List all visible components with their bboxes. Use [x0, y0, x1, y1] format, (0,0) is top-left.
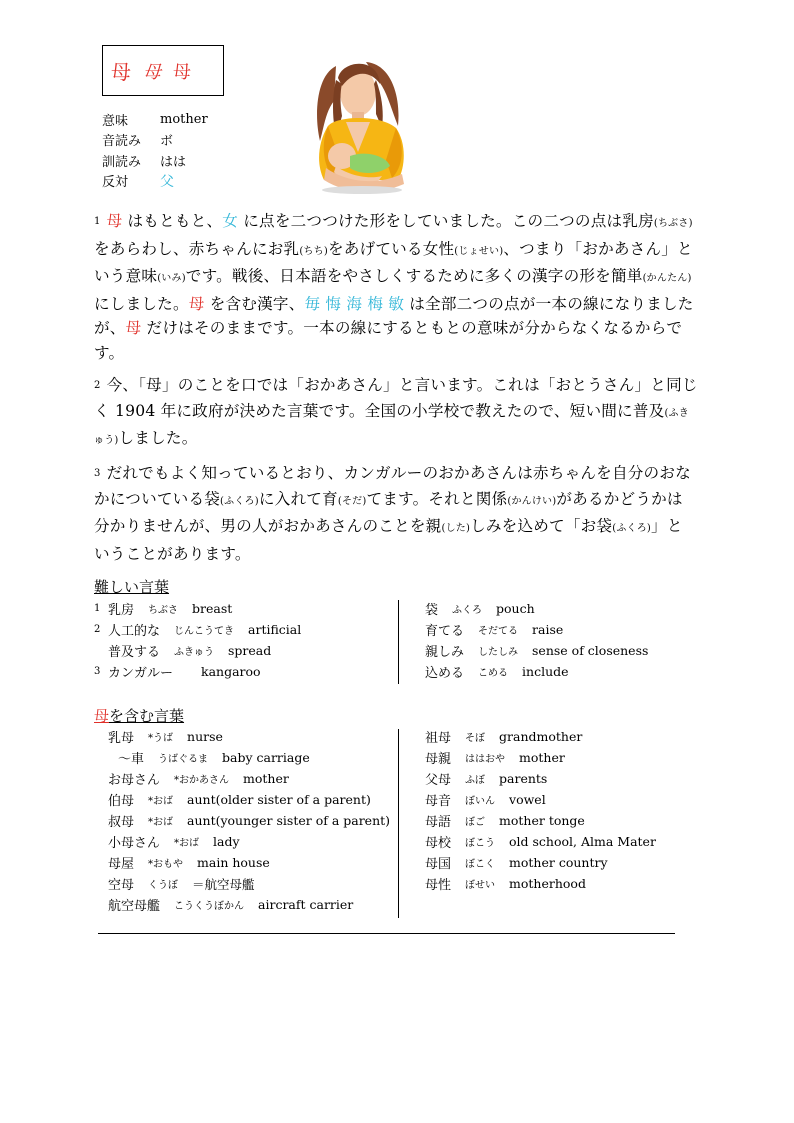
- vocab-row: [425, 598, 648, 619]
- vocab-reading: *うば: [148, 733, 174, 744]
- vocab-reading: ははおや: [465, 754, 506, 765]
- vocab-reading: ふくろ: [452, 605, 483, 616]
- furigana: (ふくろ): [612, 523, 652, 534]
- mother-and-baby-illustration: [306, 56, 418, 196]
- vocab-word: 乳母: [108, 731, 135, 746]
- paragraph-text: をあらわし、赤ちゃんにお乳: [94, 239, 300, 258]
- vocab-reading: じんこうてき: [174, 626, 235, 637]
- vocab-reading: ぼせい: [465, 880, 496, 891]
- vocab-reading: くうぼ: [148, 880, 179, 891]
- difficult-words-right: [425, 598, 648, 682]
- vocab-english: lady: [213, 834, 240, 849]
- vocab-word: 空母: [108, 878, 135, 893]
- vocab-row: [108, 789, 390, 810]
- vocab-english: parents: [499, 771, 548, 786]
- paragraph-text: に点を二つつけた形をしていました。この二つの点は乳房: [238, 212, 654, 230]
- info-value: 父: [160, 173, 174, 190]
- kanji-highlight: 毎 悔 海 梅 敏: [304, 294, 405, 313]
- paragraph-text: 」ということがあります。: [94, 517, 683, 563]
- vocab-word: ～車: [118, 752, 145, 767]
- title-rest: を含む言葉: [109, 707, 185, 725]
- vocab-english: raise: [532, 622, 564, 637]
- paragraph-text: しみを込めて「お袋: [470, 517, 613, 535]
- kanji-variant-1: 母: [111, 60, 131, 84]
- vocab-word: 伯母: [108, 794, 135, 809]
- vocab-row: [94, 640, 301, 661]
- paragraph-number: 3: [94, 468, 101, 479]
- vocab-english: grandmother: [499, 729, 583, 744]
- vocab-reading: ちぶさ: [148, 605, 179, 616]
- words-with-kanji-right: [425, 726, 656, 894]
- paragraph-text: しました。: [118, 429, 198, 447]
- info-value: はは: [160, 154, 187, 170]
- vocab-word: 親しみ: [425, 645, 465, 660]
- vocab-reading: ふきゅう: [174, 647, 215, 658]
- vocab-english: include: [522, 664, 569, 679]
- words-with-kanji-left: [108, 726, 390, 915]
- vocab-row: [425, 873, 656, 894]
- furigana: (ちち): [299, 245, 328, 257]
- info-kun-reading: [102, 150, 208, 171]
- vocab-word: 母親: [425, 752, 452, 767]
- vocab-english: aircraft carrier: [258, 897, 354, 912]
- vocab-row: [425, 810, 656, 831]
- vocab-number: 1: [94, 603, 101, 614]
- paragraph-text: です。戦後、日本語をやさしくするために多くの漢字の形を簡単: [185, 267, 643, 285]
- kanji-highlight: 母: [188, 294, 205, 313]
- vocab-english: baby carriage: [222, 750, 310, 765]
- vocab-row: [425, 726, 656, 747]
- column-divider: [398, 600, 399, 684]
- vocab-english: mother tonge: [499, 813, 585, 828]
- paragraph-text: をあげている女性: [327, 239, 455, 258]
- info-label: 音読み: [102, 134, 142, 150]
- vocab-reading: そだてる: [478, 626, 519, 637]
- vocab-row: [108, 810, 390, 831]
- vocab-english: ＝航空母艦: [192, 876, 255, 892]
- furigana: (いみ): [157, 273, 186, 284]
- vocab-row: [425, 619, 648, 640]
- vocab-word: 父母: [425, 773, 452, 788]
- vocab-word: お母さん: [108, 773, 161, 788]
- vocab-english: pouch: [496, 601, 535, 616]
- vocab-english: spread: [228, 643, 272, 658]
- furigana: (そだ): [337, 495, 367, 507]
- vocab-english: breast: [192, 601, 233, 616]
- paragraph-text: は全部二つの点が一本の線になりましたが、: [94, 294, 694, 337]
- vocab-number: 3: [94, 666, 101, 677]
- furigana: (ふきゅう): [94, 407, 689, 446]
- vocab-row: [94, 619, 301, 640]
- vocab-word: 人工的な: [108, 624, 161, 639]
- paragraph-text: だけはそのままです。一本の線にするともとの意味が分からなくなるからです。: [94, 319, 683, 362]
- paragraph-3: [94, 461, 698, 566]
- vocab-reading: ぼご: [465, 817, 486, 828]
- vocab-row: [108, 873, 390, 894]
- furigana: (かんたん): [642, 273, 692, 284]
- vocab-word: 育てる: [425, 624, 465, 639]
- furigana: (した): [441, 523, 471, 534]
- vocab-reading: *おば: [174, 838, 200, 849]
- vocab-reading: こうくうぼかん: [174, 901, 245, 912]
- furigana: (ふくろ): [220, 495, 259, 507]
- vocab-reading: ぼこう: [465, 838, 496, 849]
- vocab-reading: *おば: [148, 817, 174, 828]
- vocab-word: 祖母: [425, 731, 452, 746]
- paragraph-number: 1: [94, 216, 101, 227]
- vocab-english: main house: [197, 855, 270, 870]
- paragraph-text: だれでもよく知っているとおり、カンガルーのおかあさんは赤ちゃんを自分のおなかについている袋: [94, 464, 691, 508]
- vocab-english: mother: [243, 771, 289, 786]
- vocab-word: 母音: [425, 794, 452, 809]
- column-divider: [398, 729, 399, 918]
- kanji-highlight: 女: [222, 212, 239, 230]
- info-value: ボ: [160, 134, 174, 150]
- vocab-reading: *おば: [148, 796, 174, 807]
- info-label: 反対: [102, 175, 129, 191]
- vocab-row: [108, 852, 390, 873]
- vocab-word: カンガルー: [108, 666, 174, 681]
- bottom-rule: [98, 933, 675, 934]
- vocab-reading: ふぼ: [465, 775, 486, 786]
- vocab-reading: したしみ: [478, 647, 519, 658]
- vocab-row: [425, 661, 648, 682]
- vocab-row: [108, 747, 390, 768]
- vocab-row: [108, 768, 390, 789]
- kanji-highlight: 母: [106, 212, 123, 230]
- furigana: (じょせい): [454, 245, 504, 257]
- paragraph-number: 2: [94, 380, 101, 391]
- kanji-highlight: 母: [125, 319, 142, 337]
- vocab-english: sense of closeness: [532, 643, 649, 658]
- furigana: (ちぶさ): [653, 218, 693, 229]
- vocab-word: 込める: [425, 666, 465, 681]
- kanji-variant-2: 母: [143, 61, 161, 83]
- info-meaning: [102, 109, 208, 130]
- difficult-words-left: [94, 598, 301, 682]
- vocab-row: [425, 747, 656, 768]
- vocab-english: aunt(younger sister of a parent): [187, 813, 391, 828]
- difficult-words-title: 難しい言葉: [94, 578, 170, 596]
- vocab-english: vowel: [509, 792, 546, 807]
- vocab-english: kangaroo: [201, 664, 261, 679]
- info-label: 意味: [102, 113, 129, 129]
- vocab-row: [94, 661, 301, 682]
- vocab-word: 叔母: [108, 815, 135, 830]
- vocab-reading: そぼ: [465, 733, 486, 744]
- vocab-word: 母国: [425, 857, 452, 872]
- vocab-word: 航空母艦: [108, 899, 161, 914]
- vocab-reading: *おもや: [148, 859, 184, 870]
- vocab-reading: こめる: [478, 668, 509, 679]
- furigana: (かんけい): [507, 495, 557, 507]
- vocab-word: 袋: [425, 603, 439, 618]
- vocab-row: [108, 726, 390, 747]
- vocab-row: [425, 768, 656, 789]
- vocab-english: old school, Alma Mater: [509, 834, 656, 849]
- paragraph-text: 、つまり「おかあさん」という意味: [94, 239, 693, 285]
- vocab-row: [108, 894, 390, 915]
- paragraph-text: があるかどうかは分かりませんが、男の人がおかあさんのことを親: [94, 489, 683, 535]
- vocab-english: motherhood: [509, 876, 586, 891]
- vocab-row: [425, 789, 656, 810]
- vocab-row: [425, 640, 648, 661]
- vocab-row: [94, 598, 301, 619]
- info-opposite: [102, 171, 208, 192]
- paragraph-text: を含む漢字、: [204, 294, 305, 313]
- vocab-row: [425, 831, 656, 852]
- vocab-word: 母性: [425, 878, 452, 893]
- vocab-word: 母語: [425, 815, 452, 830]
- vocab-row: [425, 852, 656, 873]
- vocab-reading: *おかあさん: [174, 775, 230, 786]
- kanji-variant-box: [102, 45, 224, 96]
- vocab-number: 2: [94, 624, 101, 635]
- vocab-word: 母屋: [108, 857, 135, 872]
- paragraph-text: はもともと、: [122, 212, 223, 230]
- title-kanji: 母: [94, 707, 110, 725]
- vocab-word: 乳房: [108, 603, 135, 618]
- vocab-reading: ぼいん: [465, 796, 496, 807]
- info-on-reading: [102, 130, 208, 151]
- vocab-english: mother: [519, 750, 565, 765]
- vocab-row: [108, 831, 390, 852]
- vocab-reading: うばぐるま: [158, 754, 209, 765]
- vocab-english: aunt(older sister of a parent): [187, 792, 371, 807]
- info-value: mother: [160, 111, 208, 127]
- paragraph-1: [94, 209, 698, 365]
- paragraph-text: てます。それと関係: [366, 489, 508, 508]
- info-label: 訓読み: [102, 154, 142, 170]
- vocab-word: 小母さん: [108, 836, 161, 851]
- paragraph-2: [94, 373, 698, 454]
- paragraph-text: 今、「母」のことを口では「おかあさん」と言います。これは「おとうさん」と同じく 1904 年に政府が決めた言葉です。全国の小学校で教えたので、短い間に普及: [94, 376, 698, 420]
- vocab-word: 母校: [425, 836, 452, 851]
- vocab-word: 普及する: [108, 645, 161, 660]
- vocab-reading: ぼこく: [465, 859, 496, 870]
- vocab-english: nurse: [187, 729, 223, 744]
- paragraph-text: にしました。: [94, 294, 189, 313]
- kanji-info: [102, 109, 208, 191]
- vocab-english: artificial: [248, 622, 302, 637]
- vocab-english: mother country: [509, 855, 608, 870]
- kanji-variant-3: 母: [173, 61, 191, 83]
- words-with-kanji-title: [94, 705, 184, 726]
- paragraph-text: に入れて育: [258, 489, 338, 508]
